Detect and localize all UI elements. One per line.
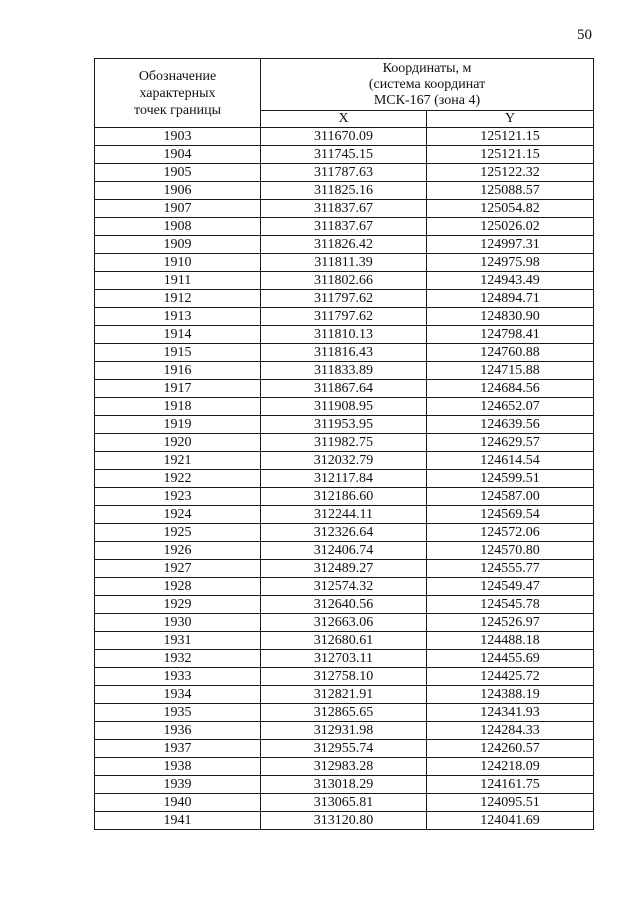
point-id-cell: 1927 <box>95 560 261 578</box>
table-row <box>95 776 594 794</box>
y-coordinate-cell: 125122.32 <box>427 164 594 182</box>
x-coordinate-cell: 312032.79 <box>261 452 427 470</box>
y-coordinate-cell: 124997.31 <box>427 236 594 254</box>
table-row <box>95 524 594 542</box>
y-coordinate-cell: 125054.82 <box>427 200 594 218</box>
point-id-cell: 1938 <box>95 758 261 776</box>
y-coordinate-cell: 124614.54 <box>427 452 594 470</box>
y-coordinate-cell: 124975.98 <box>427 254 594 272</box>
point-id-cell: 1919 <box>95 416 261 434</box>
table-row <box>95 200 594 218</box>
x-coordinate-cell: 312663.06 <box>261 614 427 632</box>
x-coordinate-cell: 312703.11 <box>261 650 427 668</box>
point-id-cell: 1939 <box>95 776 261 794</box>
y-coordinate-cell: 124760.88 <box>427 344 594 362</box>
table-row <box>95 506 594 524</box>
table-row <box>95 452 594 470</box>
x-coordinate-cell: 312865.65 <box>261 704 427 722</box>
x-coordinate-cell: 312186.60 <box>261 488 427 506</box>
table-row <box>95 308 594 326</box>
y-coordinate-cell: 124569.54 <box>427 506 594 524</box>
point-id-cell: 1909 <box>95 236 261 254</box>
x-coordinate-cell: 311810.13 <box>261 326 427 344</box>
point-id-cell: 1937 <box>95 740 261 758</box>
point-id-cell: 1908 <box>95 218 261 236</box>
y-coordinate-cell: 124161.75 <box>427 776 594 794</box>
point-id-cell: 1918 <box>95 398 261 416</box>
table-row <box>95 128 594 146</box>
table-row <box>95 182 594 200</box>
y-coordinate-cell: 124652.07 <box>427 398 594 416</box>
coordinates-table <box>94 58 594 830</box>
point-id-cell: 1905 <box>95 164 261 182</box>
table-row <box>95 542 594 560</box>
table-row <box>95 650 594 668</box>
y-coordinate-cell: 124629.57 <box>427 434 594 452</box>
y-coordinate-cell: 124599.51 <box>427 470 594 488</box>
point-id-cell: 1931 <box>95 632 261 650</box>
x-coordinate-cell: 312758.10 <box>261 668 427 686</box>
table-row <box>95 740 594 758</box>
table-row <box>95 812 594 830</box>
x-coordinate-cell: 311837.67 <box>261 218 427 236</box>
table-row <box>95 164 594 182</box>
y-coordinate-cell: 124284.33 <box>427 722 594 740</box>
table-row <box>95 290 594 308</box>
x-coordinate-cell: 311670.09 <box>261 128 427 146</box>
y-coordinate-cell: 124943.49 <box>427 272 594 290</box>
x-coordinate-cell: 311797.62 <box>261 290 427 308</box>
x-coordinate-cell: 312489.27 <box>261 560 427 578</box>
table-row <box>95 704 594 722</box>
header-point-line-2: характерных <box>139 85 216 101</box>
point-id-cell: 1920 <box>95 434 261 452</box>
table-row <box>95 578 594 596</box>
header-point-designation <box>95 59 261 128</box>
point-id-cell: 1916 <box>95 362 261 380</box>
y-coordinate-cell: 124684.56 <box>427 380 594 398</box>
header-coordinates <box>261 59 594 111</box>
x-coordinate-cell: 312326.64 <box>261 524 427 542</box>
x-coordinate-cell: 311802.66 <box>261 272 427 290</box>
y-coordinate-cell: 124715.88 <box>427 362 594 380</box>
y-coordinate-cell: 125088.57 <box>427 182 594 200</box>
y-coordinate-cell: 124798.41 <box>427 326 594 344</box>
x-coordinate-cell: 311816.43 <box>261 344 427 362</box>
y-coordinate-cell: 124095.51 <box>427 794 594 812</box>
x-coordinate-cell: 311867.64 <box>261 380 427 398</box>
x-coordinate-cell: 312244.11 <box>261 506 427 524</box>
x-coordinate-cell: 311908.95 <box>261 398 427 416</box>
point-id-cell: 1928 <box>95 578 261 596</box>
x-coordinate-cell: 312821.91 <box>261 686 427 704</box>
table-row <box>95 146 594 164</box>
table-row <box>95 398 594 416</box>
point-id-cell: 1926 <box>95 542 261 560</box>
y-coordinate-cell: 124830.90 <box>427 308 594 326</box>
page-number: 50 <box>577 27 592 43</box>
table-row <box>95 254 594 272</box>
table-body <box>95 128 594 830</box>
table-row <box>95 686 594 704</box>
x-coordinate-cell: 311982.75 <box>261 434 427 452</box>
table-row <box>95 236 594 254</box>
y-coordinate-cell: 124041.69 <box>427 812 594 830</box>
table-row <box>95 614 594 632</box>
table-row <box>95 794 594 812</box>
point-id-cell: 1924 <box>95 506 261 524</box>
x-coordinate-cell: 311837.67 <box>261 200 427 218</box>
y-coordinate-cell: 124549.47 <box>427 578 594 596</box>
table-row <box>95 470 594 488</box>
point-id-cell: 1915 <box>95 344 261 362</box>
y-coordinate-cell: 124587.00 <box>427 488 594 506</box>
x-coordinate-cell: 312117.84 <box>261 470 427 488</box>
point-id-cell: 1911 <box>95 272 261 290</box>
table-row <box>95 434 594 452</box>
point-id-cell: 1922 <box>95 470 261 488</box>
header-y: Y <box>427 111 594 128</box>
point-id-cell: 1921 <box>95 452 261 470</box>
y-coordinate-cell: 125026.02 <box>427 218 594 236</box>
x-coordinate-cell: 313120.80 <box>261 812 427 830</box>
x-coordinate-cell: 311825.16 <box>261 182 427 200</box>
y-coordinate-cell: 124572.06 <box>427 524 594 542</box>
point-id-cell: 1917 <box>95 380 261 398</box>
y-coordinate-cell: 124639.56 <box>427 416 594 434</box>
header-x: X <box>261 111 427 128</box>
y-coordinate-cell: 124388.19 <box>427 686 594 704</box>
x-coordinate-cell: 312406.74 <box>261 542 427 560</box>
point-id-cell: 1925 <box>95 524 261 542</box>
table-row <box>95 416 594 434</box>
point-id-cell: 1941 <box>95 812 261 830</box>
point-id-cell: 1904 <box>95 146 261 164</box>
point-id-cell: 1936 <box>95 722 261 740</box>
point-id-cell: 1933 <box>95 668 261 686</box>
x-coordinate-cell: 311953.95 <box>261 416 427 434</box>
x-coordinate-cell: 312640.56 <box>261 596 427 614</box>
x-coordinate-cell: 312680.61 <box>261 632 427 650</box>
point-id-cell: 1930 <box>95 614 261 632</box>
x-coordinate-cell: 311833.89 <box>261 362 427 380</box>
point-id-cell: 1912 <box>95 290 261 308</box>
point-id-cell: 1932 <box>95 650 261 668</box>
table-row <box>95 326 594 344</box>
table-row <box>95 380 594 398</box>
y-coordinate-cell: 124894.71 <box>427 290 594 308</box>
table-row <box>95 758 594 776</box>
header-point-line-3: точек границы <box>134 102 221 118</box>
table-row <box>95 722 594 740</box>
y-coordinate-cell: 125121.15 <box>427 128 594 146</box>
point-id-cell: 1913 <box>95 308 261 326</box>
header-coords-line-3: МСК-167 (зона 4) <box>373 92 481 108</box>
x-coordinate-cell: 313018.29 <box>261 776 427 794</box>
y-coordinate-cell: 124555.77 <box>427 560 594 578</box>
table-row <box>95 632 594 650</box>
point-id-cell: 1923 <box>95 488 261 506</box>
y-coordinate-cell: 124526.97 <box>427 614 594 632</box>
header-coords-line-1: Координаты, м <box>382 60 472 76</box>
x-coordinate-cell: 311811.39 <box>261 254 427 272</box>
y-coordinate-cell: 124341.93 <box>427 704 594 722</box>
y-coordinate-cell: 124488.18 <box>427 632 594 650</box>
table-row <box>95 596 594 614</box>
x-coordinate-cell: 312983.28 <box>261 758 427 776</box>
y-coordinate-cell: 124218.09 <box>427 758 594 776</box>
point-id-cell: 1914 <box>95 326 261 344</box>
x-coordinate-cell: 313065.81 <box>261 794 427 812</box>
point-id-cell: 1929 <box>95 596 261 614</box>
point-id-cell: 1907 <box>95 200 261 218</box>
table-header <box>95 59 594 128</box>
x-coordinate-cell: 312931.98 <box>261 722 427 740</box>
y-coordinate-cell: 125121.15 <box>427 146 594 164</box>
point-id-cell: 1934 <box>95 686 261 704</box>
point-id-cell: 1906 <box>95 182 261 200</box>
table-row <box>95 488 594 506</box>
table-row <box>95 344 594 362</box>
table-row <box>95 668 594 686</box>
table-row <box>95 362 594 380</box>
y-coordinate-cell: 124425.72 <box>427 668 594 686</box>
point-id-cell: 1940 <box>95 794 261 812</box>
table-row <box>95 560 594 578</box>
header-coords-line-2: (система координат <box>368 76 486 92</box>
x-coordinate-cell: 311787.63 <box>261 164 427 182</box>
point-id-cell: 1910 <box>95 254 261 272</box>
x-coordinate-cell: 311797.62 <box>261 308 427 326</box>
table-row <box>95 218 594 236</box>
y-coordinate-cell: 124455.69 <box>427 650 594 668</box>
y-coordinate-cell: 124570.80 <box>427 542 594 560</box>
x-coordinate-cell: 311745.15 <box>261 146 427 164</box>
header-point-line-1: Обозначение <box>138 68 217 84</box>
x-coordinate-cell: 312574.32 <box>261 578 427 596</box>
y-coordinate-cell: 124260.57 <box>427 740 594 758</box>
table-row <box>95 272 594 290</box>
point-id-cell: 1935 <box>95 704 261 722</box>
x-coordinate-cell: 311826.42 <box>261 236 427 254</box>
x-coordinate-cell: 312955.74 <box>261 740 427 758</box>
y-coordinate-cell: 124545.78 <box>427 596 594 614</box>
point-id-cell: 1903 <box>95 128 261 146</box>
